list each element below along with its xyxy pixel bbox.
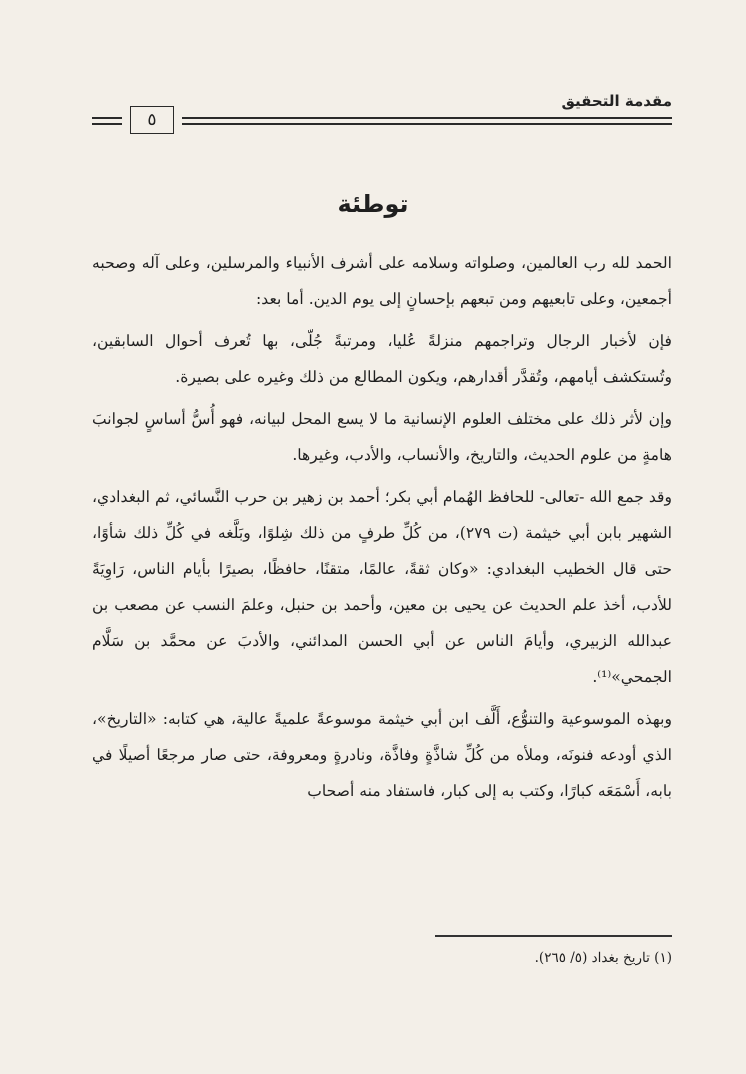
page-number: ٥ (130, 106, 174, 134)
header-rules (92, 110, 672, 128)
header-rule-right-top (182, 117, 672, 119)
paragraph: وقد جمع الله -تعالى- للحافظ الهُمام أبي بكر؛ أحمد بن زهير بن حرب النَّسائي، ثم البغدادي، الشهير بابن أبي خيثمة (ت ٢٧٩)، من كُلِّ طرفٍ من ذلك شِلوًا، وبَلَّغه في كُلِّ ذلك شأوًا، حتى قال الخطيب البغدادي: «وكان ثقةً، عالمًا، متقنًا، حافظًا، بصيرًا بأيام الناس، رَاوِيَةً للأدب، أخذ علم الحديث عن يحيى بن معين، وأحمد بن حنبل، وعلمَ النسب عن مصعب بن عبدالله الزبيري، وأيامَ الناس عن أبي الحسن المدائني، والأدبَ عن محمَّد بن سَلَّام الجمحي»⁽¹⁾. (92, 488, 673, 686)
section-title: توطئة (337, 190, 409, 218)
paragraph: وإن لأثر ذلك على مختلف العلوم الإنسانية ما لا يسع المحل لبيانه، فهو أُسُّ أساسٍ لجوانبَ هامةٍ من علوم الحديث، والتاريخ، والأنساب، والأدب، وغيرها. (92, 410, 672, 464)
header-rule-left-bottom (92, 123, 122, 125)
paragraph: فإن لأخبار الرجال وتراجمهم منزلةً عُليا، ومرتبةً جُلّى، بها تُعرف أحوال السابقين، وتُستكشف أيامهم، وتُقدَّر أقدارهم، ويكون المطالع من ذلك وغيره على بصيرة. (92, 332, 672, 386)
header-rule-left-top (92, 117, 122, 119)
header-title: مقدمة التحقيق (561, 92, 672, 110)
running-header (92, 92, 672, 140)
body-text (92, 245, 672, 815)
header-rule-right-bottom (182, 123, 672, 125)
paragraph: وبهذه الموسوعية والتنوُّع، أَلَّف ابن أبي خيثمة موسوعةً علميةً عالية، هي كتابه: «التاريخ»، الذي أودعه فنونَه، وملأه من كُلِّ شاذَّةٍ وفاذَّة، ونادرةٍ ومعروفة، حتى صار مرجعًا أصيلًا في بابه، أَسْمَعَه كبارًا، وكتب به إلى كبار، فاستفاد منه أصحاب (92, 710, 672, 800)
footnote: (١) تاريخ بغداد (٥/ ٢٦٥). (534, 950, 672, 966)
footnote-divider (435, 935, 672, 937)
paragraph: الحمد لله رب العالمين، وصلواته وسلامه على أشرف الأنبياء والمرسلين، وعلى آله وصحبه أجمعين، وعلى تابعيهم ومن تبعهم بإحسانٍ إلى يوم الدين. أما بعد: (92, 254, 672, 308)
